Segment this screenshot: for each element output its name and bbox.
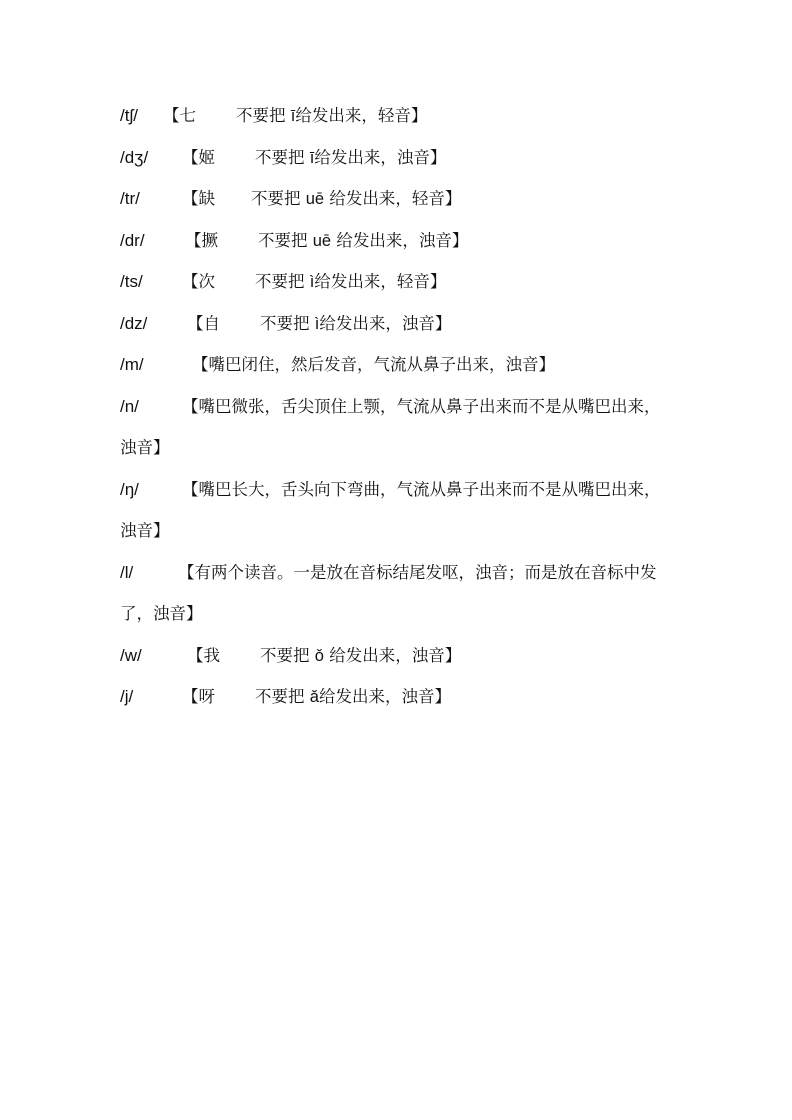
phonetic-row-n bbox=[120, 394, 730, 436]
bracket-open: 【 bbox=[187, 313, 204, 333]
description bbox=[182, 145, 446, 171]
bracket-open: 【 bbox=[163, 106, 180, 125]
bracket-open: 【 bbox=[182, 272, 199, 291]
pinyin-sound: uē bbox=[305, 190, 325, 208]
example-char: 呀 bbox=[198, 687, 215, 706]
instruction-pre: 不要把 bbox=[255, 272, 305, 291]
ipa-symbol: /l/ bbox=[120, 562, 134, 582]
phonetic-row-w bbox=[120, 643, 730, 685]
description bbox=[182, 684, 451, 710]
pinyin-sound: uē bbox=[312, 231, 332, 250]
ipa-symbol: /ŋ/ bbox=[120, 479, 139, 499]
phonetic-row-l bbox=[120, 560, 730, 602]
instruction-post: 给发出来，浊音】 bbox=[319, 313, 452, 333]
description-continued: 了，浊音】 bbox=[120, 604, 203, 623]
pinyin-sound: ì bbox=[309, 273, 315, 291]
phonetic-row-dr bbox=[120, 228, 730, 270]
instruction-post: 给发出来，轻音】 bbox=[314, 272, 447, 291]
instruction-pre: 不要把 bbox=[260, 313, 310, 333]
pinyin-sound: ī bbox=[290, 107, 296, 125]
ipa-symbol: /tʃ/ bbox=[120, 106, 138, 125]
example-char: 我 bbox=[203, 645, 220, 665]
pinyin-sound: ǎ bbox=[309, 688, 319, 706]
description: 【嘴巴微张，舌尖顶住上颚，气流从鼻子出来而不是从嘴巴出来， bbox=[182, 396, 661, 416]
ipa-symbol: /tr/ bbox=[120, 189, 140, 208]
ipa-symbol: /ts/ bbox=[120, 272, 143, 291]
phonetic-row-l-continued bbox=[120, 601, 730, 643]
phonetic-row-j bbox=[120, 684, 730, 726]
example-char: 自 bbox=[203, 313, 220, 333]
instruction-pre: 不要把 bbox=[255, 687, 305, 706]
ipa-symbol: /dʒ/ bbox=[120, 147, 149, 167]
phonetic-row-m bbox=[120, 352, 730, 394]
instruction-pre: 不要把 bbox=[258, 230, 308, 250]
phonetic-row-ng bbox=[120, 477, 730, 519]
example-char: 姬 bbox=[198, 147, 215, 167]
instruction-post: 给发出来，浊音】 bbox=[318, 687, 451, 706]
instruction-pre: 不要把 bbox=[260, 645, 310, 665]
instruction-post: 给发出来，轻音】 bbox=[295, 106, 428, 125]
ipa-symbol: /dz/ bbox=[120, 313, 148, 333]
description: 【有两个读音。一是放在音标结尾发呕，浊音；而是放在音标中发 bbox=[178, 562, 657, 582]
description: 【嘴巴闭住，然后发音，气流从鼻子出来，浊音】 bbox=[192, 355, 555, 374]
phonetic-row-ts bbox=[120, 269, 730, 311]
bracket-open: 【 bbox=[187, 645, 204, 665]
instruction-pre: 不要把 bbox=[251, 189, 301, 208]
bracket-open: 【 bbox=[182, 189, 199, 208]
example-char: 撅 bbox=[201, 230, 218, 250]
example-char: 缺 bbox=[198, 189, 215, 208]
description bbox=[187, 643, 461, 669]
ipa-symbol: /m/ bbox=[120, 355, 144, 374]
pinyin-sound: ī bbox=[309, 148, 315, 167]
description: 【嘴巴长大，舌头向下弯曲，气流从鼻子出来而不是从嘴巴出来， bbox=[182, 479, 661, 499]
instruction-post: 给发出来，浊音】 bbox=[329, 645, 462, 665]
description bbox=[187, 311, 451, 337]
ipa-symbol: /j/ bbox=[120, 687, 134, 706]
phonetic-row-dz bbox=[120, 311, 730, 353]
ipa-symbol: /dr/ bbox=[120, 230, 145, 250]
instruction-post: 给发出来，轻音】 bbox=[329, 189, 462, 208]
instruction-post: 给发出来，浊音】 bbox=[336, 230, 469, 250]
instruction-pre: 不要把 bbox=[236, 106, 286, 125]
description-continued: 浊音】 bbox=[120, 521, 170, 540]
example-char: 七 bbox=[179, 106, 196, 125]
ipa-symbol: /n/ bbox=[120, 396, 139, 416]
instruction-pre: 不要把 bbox=[255, 147, 305, 167]
pinyin-sound: ǒ bbox=[314, 646, 324, 665]
ipa-symbol: /w/ bbox=[120, 645, 142, 665]
instruction-post: 给发出来，浊音】 bbox=[314, 147, 447, 167]
phonetic-list bbox=[120, 103, 730, 726]
pinyin-sound: ì bbox=[314, 314, 320, 333]
description bbox=[182, 186, 461, 212]
description bbox=[182, 269, 446, 295]
phonetic-row-tr bbox=[120, 186, 730, 228]
phonetic-row-ng-continued bbox=[120, 518, 730, 560]
bracket-open: 【 bbox=[185, 230, 202, 250]
description bbox=[163, 103, 427, 129]
description-continued: 浊音】 bbox=[120, 438, 170, 457]
bracket-open: 【 bbox=[182, 687, 199, 706]
bracket-open: 【 bbox=[182, 147, 199, 167]
phonetic-row-n-continued bbox=[120, 435, 730, 477]
example-char: 次 bbox=[198, 272, 215, 291]
description bbox=[185, 228, 468, 254]
phonetic-row-tsh bbox=[120, 103, 730, 145]
phonetic-row-dzh bbox=[120, 145, 730, 187]
